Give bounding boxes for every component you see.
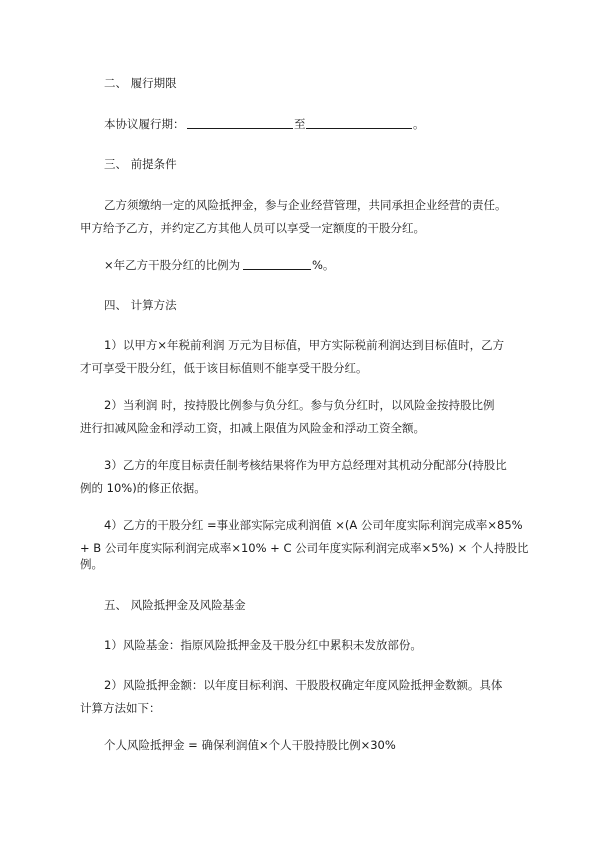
term-label: 本协议履行期： xyxy=(104,117,185,131)
document-page: 二、 履行期限 本协议履行期： 至 。 三、 前提条件 乙方须缴纳一定的风险抵押金，参与企业经营管理，共同承担企业经营的责任。 甲方给予乙方，并约定乙方其他人员可以享受一定额度的干股分红。 ×年乙方干股分红的比例为 %。 四、 计算方法 1）以甲方×年税前利润 万元为目标值，甲方实际税前利润达到目标值时，乙方 才可享受干股分红，低于该目标值则不能享受干股分红。 2）当利润 时，按持股比例参与负分红。参与负分红时，以风险金按持股比例 进行扣减风险金和浮动工资，扣减上限值为风险金和浮动工资全额。 3）乙方的年度目标责任制考核结果将作为甲方总经理对其机动分配部分(持股比 例的 10%)的修正依据。 4）乙方的干股分红 =事业部实际完成利润值 ×(A 公司年度实际利润完成率×85% + B 公司年度实际利润完成率×10% + C 公司年度实际利润完成率×5%) × 个人持股比 例。 五、 风险抵押金及风险基金 1）风险基金：指原风险抵押金及干股分红中累积未发放部份。 2）风险抵押金额：以年度目标利润、干股股权确定年度风险抵押金数额。具体 计算方法如下： 个人风险抵押金 = 确保利润值×个人干股持股比例×30% xyxy=(80,76,529,752)
term-mid: 至 xyxy=(294,117,306,131)
term-end-blank xyxy=(306,117,412,129)
term-start-blank xyxy=(187,117,293,129)
term-suffix: 。 xyxy=(413,117,425,131)
share-ratio-blank xyxy=(243,258,311,270)
